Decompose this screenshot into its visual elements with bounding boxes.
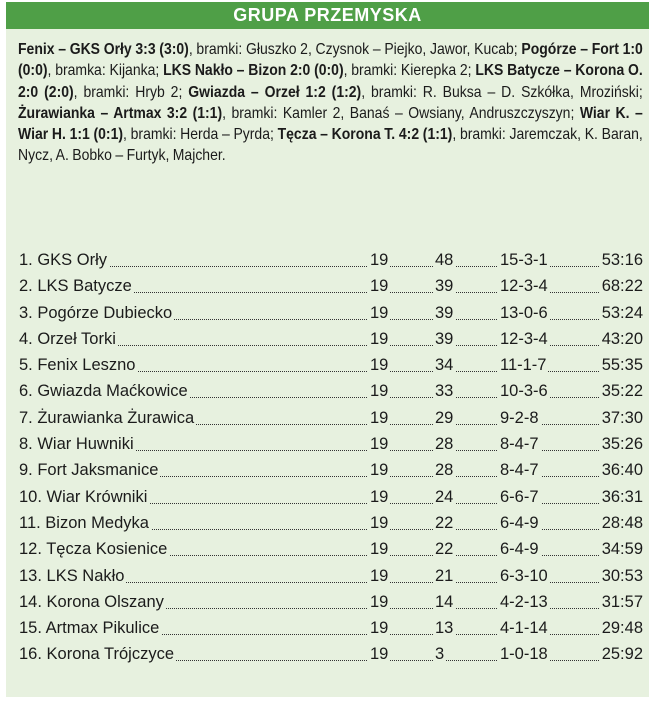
standings-row [19,563,643,589]
points: 39 [433,273,455,299]
standings-row [19,431,643,457]
standings-row [19,247,643,273]
team-name: 10. Wiar Krówniki [19,484,149,510]
standings-row [19,589,643,615]
goal-ratio: 37:30 [600,405,643,431]
games-played: 19 [368,352,390,378]
team-name: 9. Fort Jaksmanice [19,457,160,483]
goal-ratio: 53:16 [600,247,643,273]
goal-ratio: 55:35 [600,352,643,378]
win-draw-loss: 6-4-9 [498,536,541,562]
win-draw-loss: 12-3-4 [498,273,550,299]
result-item [18,105,574,122]
win-draw-loss: 8-4-7 [498,457,541,483]
result-match: Tęcza – Korona T. 4:2 (1:1) [277,126,453,144]
goal-ratio: 25:92 [600,641,643,667]
result-info: , bramki: Kamler 2, Banaś – Owsiany, Andruszczyszyn; [222,104,575,122]
team-name: 7. Żurawianka Żurawica [19,405,196,431]
result-item [18,41,518,58]
team-name: 12. Tęcza Kosienice [19,536,169,562]
result-item [188,84,643,101]
win-draw-loss: 4-1-14 [498,615,550,641]
games-played: 19 [368,589,390,615]
goal-ratio: 36:31 [600,484,643,510]
team-name: 6. Gwiazda Maćkowice [19,378,190,404]
games-played: 19 [368,615,390,641]
points: 21 [433,563,455,589]
result-match: Żurawianka – Artmax 3:2 (1:1) [18,104,223,122]
standings-row [19,641,643,667]
points: 39 [433,300,455,326]
result-item [163,62,471,79]
group-title: GRUPA PRZEMYSKA [6,2,649,29]
games-played: 19 [368,431,390,457]
result-match: LKS Batycze – Korona O. 2:0 (2:0) [18,62,643,101]
result-info: , bramka: Kijanka; [47,62,160,80]
standings-row [19,352,643,378]
points: 3 [433,641,446,667]
win-draw-loss: 15-3-1 [498,247,550,273]
result-match: Pogórze – Fort 1:0 (0:0) [18,41,643,80]
goal-ratio: 35:22 [600,378,643,404]
games-played: 19 [368,563,390,589]
goal-ratio: 31:57 [600,589,643,615]
standings-row [19,405,643,431]
games-played: 19 [368,641,390,667]
win-draw-loss: 6-4-9 [498,510,541,536]
points: 13 [433,615,455,641]
win-draw-loss: 6-6-7 [498,484,541,510]
result-info: , bramki: Herda – Pyrda; [123,126,274,144]
games-played: 19 [368,510,390,536]
goal-ratio: 36:40 [600,457,643,483]
points: 39 [433,326,455,352]
points: 24 [433,484,455,510]
win-draw-loss: 13-0-6 [498,300,550,326]
team-name: 8. Wiar Huwniki [19,431,136,457]
win-draw-loss: 11-1-7 [498,352,548,378]
goal-ratio: 28:48 [600,510,643,536]
result-match: Fenix – GKS Orły 3:3 (3:0) [18,41,189,58]
match-results [18,39,643,167]
win-draw-loss: 9-2-8 [498,405,541,431]
points: 22 [433,510,455,536]
team-name: 16. Korona Trójczyce [19,641,176,667]
team-name: 11. Bizon Medyka [19,510,151,536]
result-info: , bramki: Hryb 2; [73,83,183,101]
win-draw-loss: 4-2-13 [498,589,550,615]
standings-row [19,484,643,510]
goal-ratio: 34:59 [600,536,643,562]
points: 14 [433,589,455,615]
team-name: 5. Fenix Leszno [19,352,137,378]
win-draw-loss: 10-3-6 [498,378,550,404]
standings-row [19,536,643,562]
team-name: 1. GKS Orły [19,247,109,273]
result-info: , bramki: Kierepka 2; [343,62,472,80]
games-played: 19 [368,300,390,326]
team-name: 15. Artmax Pikulice [19,615,161,641]
result-match: Wiar K. – Wiar H. 1:1 (0:1) [18,104,643,144]
standings-row [19,457,643,483]
games-played: 19 [368,326,390,352]
result-info: , bramki: Głuszko 2, Czysnok – Piejko, Jawor, Kucab; [188,41,518,58]
games-played: 19 [368,536,390,562]
games-played: 19 [368,484,390,510]
win-draw-loss: 8-4-7 [498,431,541,457]
win-draw-loss: 12-3-4 [498,326,550,352]
points: 48 [433,247,455,273]
standings-row [19,615,643,641]
goal-ratio: 53:24 [600,300,643,326]
points: 22 [433,536,455,562]
goal-ratio: 35:26 [600,431,643,457]
win-draw-loss: 1-0-18 [498,641,550,667]
result-info: , bramki: R. Buksa – D. Szkółka, Mroziński; [361,83,643,101]
games-played: 19 [368,405,390,431]
goal-ratio: 30:53 [600,563,643,589]
goal-ratio: 68:22 [600,273,643,299]
team-name: 3. Pogórze Dubiecko [19,300,174,326]
team-name: 14. Korona Olszany [19,589,166,615]
goal-ratio: 43:20 [600,326,643,352]
goal-ratio: 29:48 [600,615,643,641]
points: 28 [433,431,455,457]
team-name: 2. LKS Batycze [19,273,134,299]
points: 28 [433,457,455,483]
team-name: 13. LKS Nakło [19,563,126,589]
points: 34 [433,352,455,378]
games-played: 19 [368,247,390,273]
result-info: , bramki: Jaremczak, K. Baran, Nycz, A. Bobko – Furtyk, Majcher. [18,126,643,165]
league-panel [6,2,649,697]
standings-row [19,326,643,352]
games-played: 19 [368,378,390,404]
standings-row [19,273,643,299]
games-played: 19 [368,457,390,483]
standings-table [19,247,643,668]
standings-row [19,378,643,404]
standings-row [19,510,643,536]
standings-row [19,300,643,326]
win-draw-loss: 6-3-10 [498,563,550,589]
result-match: Gwiazda – Orzeł 1:2 (1:2) [188,83,362,101]
points: 33 [433,378,455,404]
result-match: LKS Nakło – Bizon 2:0 (0:0) [163,62,344,80]
team-name: 4. Orzeł Torki [19,326,118,352]
games-played: 19 [368,273,390,299]
points: 29 [433,405,455,431]
